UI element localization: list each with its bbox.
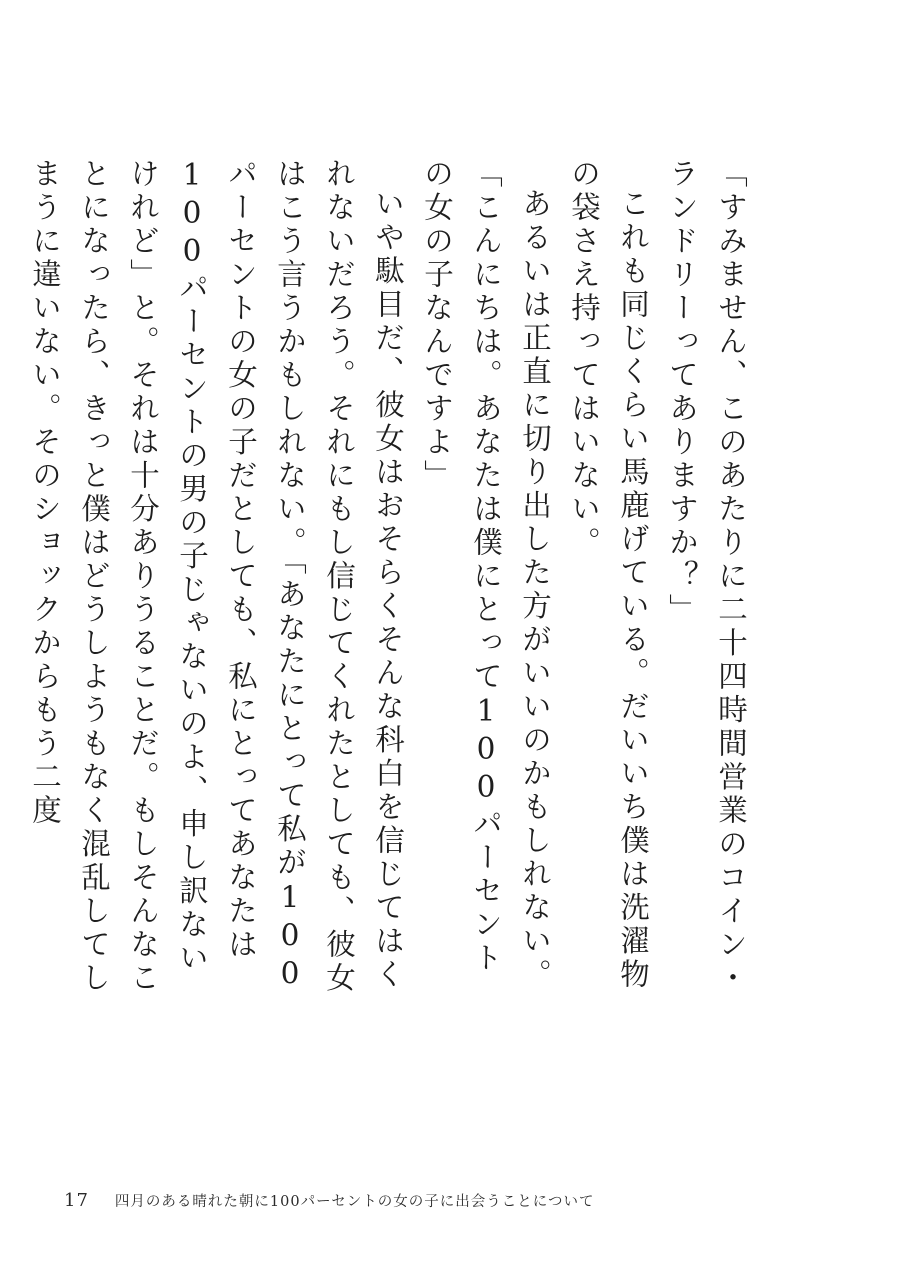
body-text	[20, 158, 755, 1008]
page-footer	[64, 1186, 595, 1214]
running-title: 四月のある晴れた朝に100パーセントの女の子に出会うことについて	[114, 1193, 595, 1210]
paragraph-1: 「すみません、このあたりに二十四時間営業のコイン・ランドリーってありますか？」	[665, 158, 748, 996]
paragraph-3: あるいは正直に切り出した方がいいのかもしれない。「こんにちは。あなたは僕にとって100パーセントの女の子なんですよ」	[420, 158, 552, 992]
paragraph-4: いや駄目だ、彼女はおそらくそんな科白を信じてはくれないだろう。それにもし信じてくれたとしても、彼女はこう言うかもしれない。「あなたにとって私が100パーセントの女の子だとしても、私にとってあなたは100パーセントの男の子じゃないのよ、申し訳ないけれど」と。それは十分ありうることだ。もしそんなことになったら、きっと僕はどうしようもなく混乱してしまうに違いない。そのショックからもう二度	[28, 158, 405, 996]
page-number: 17	[64, 1189, 89, 1211]
paragraph-2: これも同じくらい馬鹿げている。だいいち僕は洗濯物の袋さえ持ってはいない。	[567, 158, 650, 992]
